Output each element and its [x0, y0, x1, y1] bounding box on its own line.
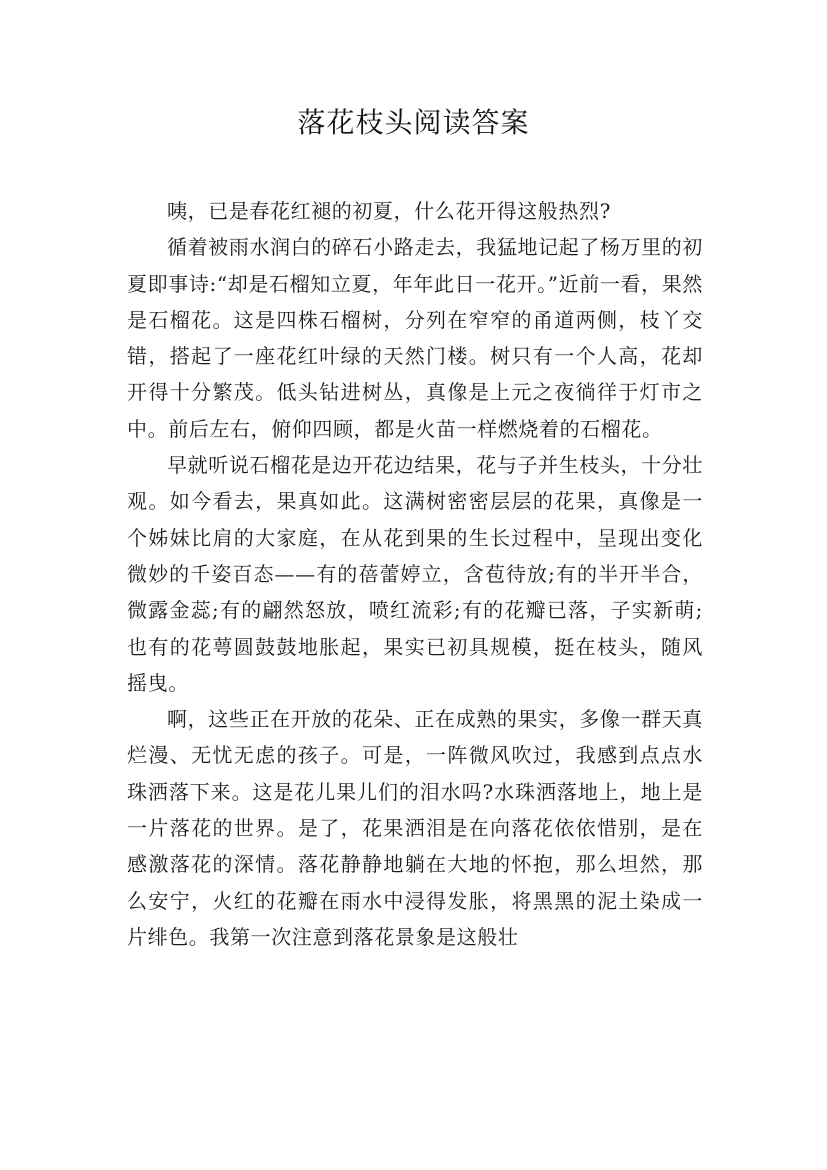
document-body: [127, 193, 703, 955]
paragraph-2: 循着被雨水润白的碎石小路走去，我猛地记起了杨万里的初夏即事诗:“却是石榴知立夏，年年此日一花开。”近前一看，果然是石榴花。这是四株石榴树，分列在窄窄的甬道两侧，枝丫交错，搭起了一座花红叶绿的天然门楼。树只有一个人高，花却开得十分繁茂。低头钻进树丛，真像是上元之夜徜徉于灯市之中。前后左右，俯仰四顾，都是火苗一样燃烧着的石榴花。: [127, 235, 703, 441]
paragraph-1: 咦，已是春花红褪的初夏，什么花开得这般热烈?: [167, 199, 611, 223]
paragraph-4: 啊，这些正在开放的花朵、正在成熟的果实，多像一群天真烂漫、无忧无虑的孩子。可是，一阵微风吹过，我感到点点水珠洒落下来。这是花儿果儿们的泪水吗?水珠洒落地上，地上是一片落花的世界。是了，花果洒泪是在向落花依依惜别，是在感激落花的深情。落花静静地躺在大地的怀抱，那么坦然，那么安宁，火红的花瓣在雨水中浸得发胀，将黑黑的泥土染成一片绯色。我第一次注意到落花景象是这般壮: [127, 707, 703, 949]
paragraph-3: 早就听说石榴花是边开花边结果，花与子并生枝头，十分壮观。如今看去，果真如此。这满树密密层层的花果，真像是一个姊妹比肩的大家庭，在从花到果的生长过程中，呈现出变化微妙的千姿百态——有的蓓蕾婷立，含苞待放;有的半开半合，微露金蕊;有的翩然怒放，喷红流彩;有的花瓣已落，子实新萌;也有的花萼圆鼓鼓地胀起，果实已初具规模，挺在枝头，随风摇曳。: [127, 453, 703, 695]
document-title: 落花枝头阅读答案: [297, 106, 530, 139]
